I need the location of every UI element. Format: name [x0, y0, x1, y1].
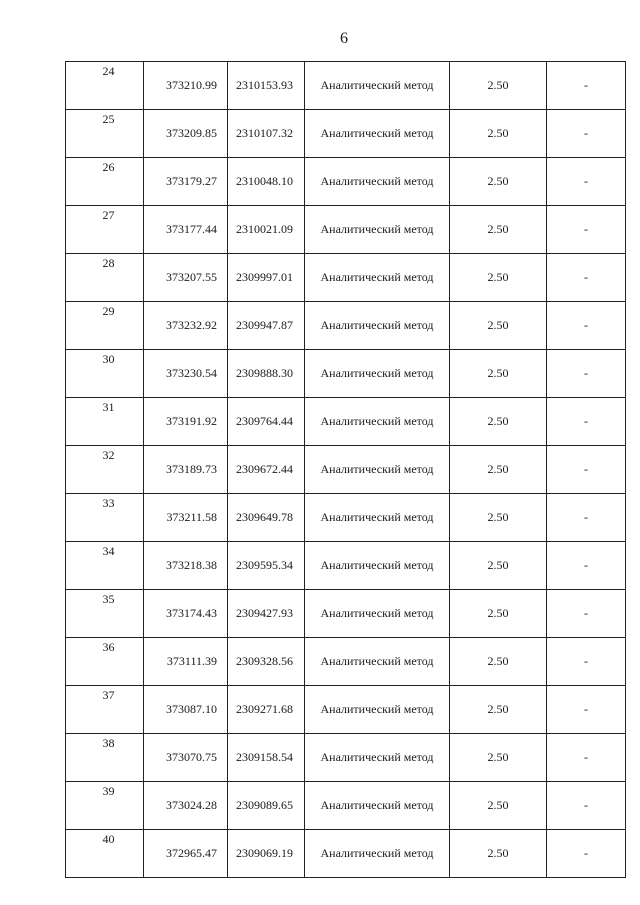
- x-coordinate-cell: 373111.39: [144, 638, 228, 686]
- point-number-cell: 29: [66, 302, 144, 350]
- accuracy-cell: 2.50: [450, 830, 547, 878]
- x-coordinate-cell: 373230.54: [144, 350, 228, 398]
- y-coordinate-cell: 2309271.68: [228, 686, 305, 734]
- note-cell: -: [547, 542, 626, 590]
- y-coordinate-cell: 2310021.09: [228, 206, 305, 254]
- method-cell: Аналитический метод: [305, 158, 450, 206]
- point-number-cell: 27: [66, 206, 144, 254]
- point-number-cell: 24: [66, 62, 144, 110]
- method-cell: Аналитический метод: [305, 110, 450, 158]
- x-coordinate-cell: 373189.73: [144, 446, 228, 494]
- table-row: [66, 494, 626, 542]
- table-row: [66, 110, 626, 158]
- y-coordinate-cell: 2309158.54: [228, 734, 305, 782]
- accuracy-cell: 2.50: [450, 350, 547, 398]
- point-number-cell: 39: [66, 782, 144, 830]
- note-cell: -: [547, 62, 626, 110]
- table-row: [66, 542, 626, 590]
- x-coordinate-cell: 373209.85: [144, 110, 228, 158]
- point-number-cell: 30: [66, 350, 144, 398]
- note-cell: -: [547, 158, 626, 206]
- point-number-cell: 35: [66, 590, 144, 638]
- y-coordinate-cell: 2309888.30: [228, 350, 305, 398]
- note-cell: -: [547, 206, 626, 254]
- y-coordinate-cell: 2309595.34: [228, 542, 305, 590]
- method-cell: Аналитический метод: [305, 734, 450, 782]
- method-cell: Аналитический метод: [305, 638, 450, 686]
- method-cell: Аналитический метод: [305, 302, 450, 350]
- note-cell: -: [547, 590, 626, 638]
- coordinates-table: [65, 61, 626, 878]
- accuracy-cell: 2.50: [450, 782, 547, 830]
- table-row: [66, 62, 626, 110]
- accuracy-cell: 2.50: [450, 398, 547, 446]
- table-row: [66, 734, 626, 782]
- point-number-cell: 34: [66, 542, 144, 590]
- accuracy-cell: 2.50: [450, 590, 547, 638]
- method-cell: Аналитический метод: [305, 254, 450, 302]
- x-coordinate-cell: 373070.75: [144, 734, 228, 782]
- note-cell: -: [547, 638, 626, 686]
- accuracy-cell: 2.50: [450, 110, 547, 158]
- note-cell: -: [547, 446, 626, 494]
- table-row: [66, 254, 626, 302]
- x-coordinate-cell: 373087.10: [144, 686, 228, 734]
- point-number-cell: 40: [66, 830, 144, 878]
- accuracy-cell: 2.50: [450, 638, 547, 686]
- y-coordinate-cell: 2310107.32: [228, 110, 305, 158]
- y-coordinate-cell: 2309069.19: [228, 830, 305, 878]
- note-cell: -: [547, 398, 626, 446]
- y-coordinate-cell: 2309672.44: [228, 446, 305, 494]
- y-coordinate-cell: 2309427.93: [228, 590, 305, 638]
- accuracy-cell: 2.50: [450, 734, 547, 782]
- accuracy-cell: 2.50: [450, 494, 547, 542]
- note-cell: -: [547, 350, 626, 398]
- note-cell: -: [547, 494, 626, 542]
- accuracy-cell: 2.50: [450, 302, 547, 350]
- point-number-cell: 26: [66, 158, 144, 206]
- note-cell: -: [547, 110, 626, 158]
- y-coordinate-cell: 2309649.78: [228, 494, 305, 542]
- accuracy-cell: 2.50: [450, 542, 547, 590]
- y-coordinate-cell: 2310048.10: [228, 158, 305, 206]
- accuracy-cell: 2.50: [450, 158, 547, 206]
- note-cell: -: [547, 830, 626, 878]
- accuracy-cell: 2.50: [450, 62, 547, 110]
- method-cell: Аналитический метод: [305, 62, 450, 110]
- x-coordinate-cell: 373207.55: [144, 254, 228, 302]
- y-coordinate-cell: 2310153.93: [228, 62, 305, 110]
- table-row: [66, 782, 626, 830]
- y-coordinate-cell: 2309089.65: [228, 782, 305, 830]
- accuracy-cell: 2.50: [450, 686, 547, 734]
- x-coordinate-cell: 373191.92: [144, 398, 228, 446]
- table-row: [66, 398, 626, 446]
- x-coordinate-cell: 373177.44: [144, 206, 228, 254]
- x-coordinate-cell: 373024.28: [144, 782, 228, 830]
- y-coordinate-cell: 2309328.56: [228, 638, 305, 686]
- coordinates-table-body: [66, 62, 626, 878]
- table-row: [66, 638, 626, 686]
- table-row: [66, 446, 626, 494]
- table-row: [66, 302, 626, 350]
- note-cell: -: [547, 782, 626, 830]
- accuracy-cell: 2.50: [450, 446, 547, 494]
- accuracy-cell: 2.50: [450, 206, 547, 254]
- accuracy-cell: 2.50: [450, 254, 547, 302]
- point-number-cell: 32: [66, 446, 144, 494]
- table-row: [66, 830, 626, 878]
- x-coordinate-cell: 372965.47: [144, 830, 228, 878]
- method-cell: Аналитический метод: [305, 350, 450, 398]
- note-cell: -: [547, 686, 626, 734]
- x-coordinate-cell: 373210.99: [144, 62, 228, 110]
- note-cell: -: [547, 734, 626, 782]
- y-coordinate-cell: 2309947.87: [228, 302, 305, 350]
- table-row: [66, 590, 626, 638]
- point-number-cell: 37: [66, 686, 144, 734]
- point-number-cell: 33: [66, 494, 144, 542]
- method-cell: Аналитический метод: [305, 206, 450, 254]
- page-number: 6: [340, 30, 348, 47]
- x-coordinate-cell: 373232.92: [144, 302, 228, 350]
- method-cell: Аналитический метод: [305, 782, 450, 830]
- method-cell: Аналитический метод: [305, 590, 450, 638]
- method-cell: Аналитический метод: [305, 494, 450, 542]
- x-coordinate-cell: 373174.43: [144, 590, 228, 638]
- table-row: [66, 686, 626, 734]
- method-cell: Аналитический метод: [305, 830, 450, 878]
- method-cell: Аналитический метод: [305, 398, 450, 446]
- point-number-cell: 25: [66, 110, 144, 158]
- point-number-cell: 38: [66, 734, 144, 782]
- method-cell: Аналитический метод: [305, 686, 450, 734]
- note-cell: -: [547, 254, 626, 302]
- point-number-cell: 28: [66, 254, 144, 302]
- x-coordinate-cell: 373218.38: [144, 542, 228, 590]
- table-row: [66, 206, 626, 254]
- x-coordinate-cell: 373211.58: [144, 494, 228, 542]
- y-coordinate-cell: 2309764.44: [228, 398, 305, 446]
- table-row: [66, 350, 626, 398]
- note-cell: -: [547, 302, 626, 350]
- table-row: [66, 158, 626, 206]
- x-coordinate-cell: 373179.27: [144, 158, 228, 206]
- y-coordinate-cell: 2309997.01: [228, 254, 305, 302]
- method-cell: Аналитический метод: [305, 542, 450, 590]
- point-number-cell: 31: [66, 398, 144, 446]
- point-number-cell: 36: [66, 638, 144, 686]
- method-cell: Аналитический метод: [305, 446, 450, 494]
